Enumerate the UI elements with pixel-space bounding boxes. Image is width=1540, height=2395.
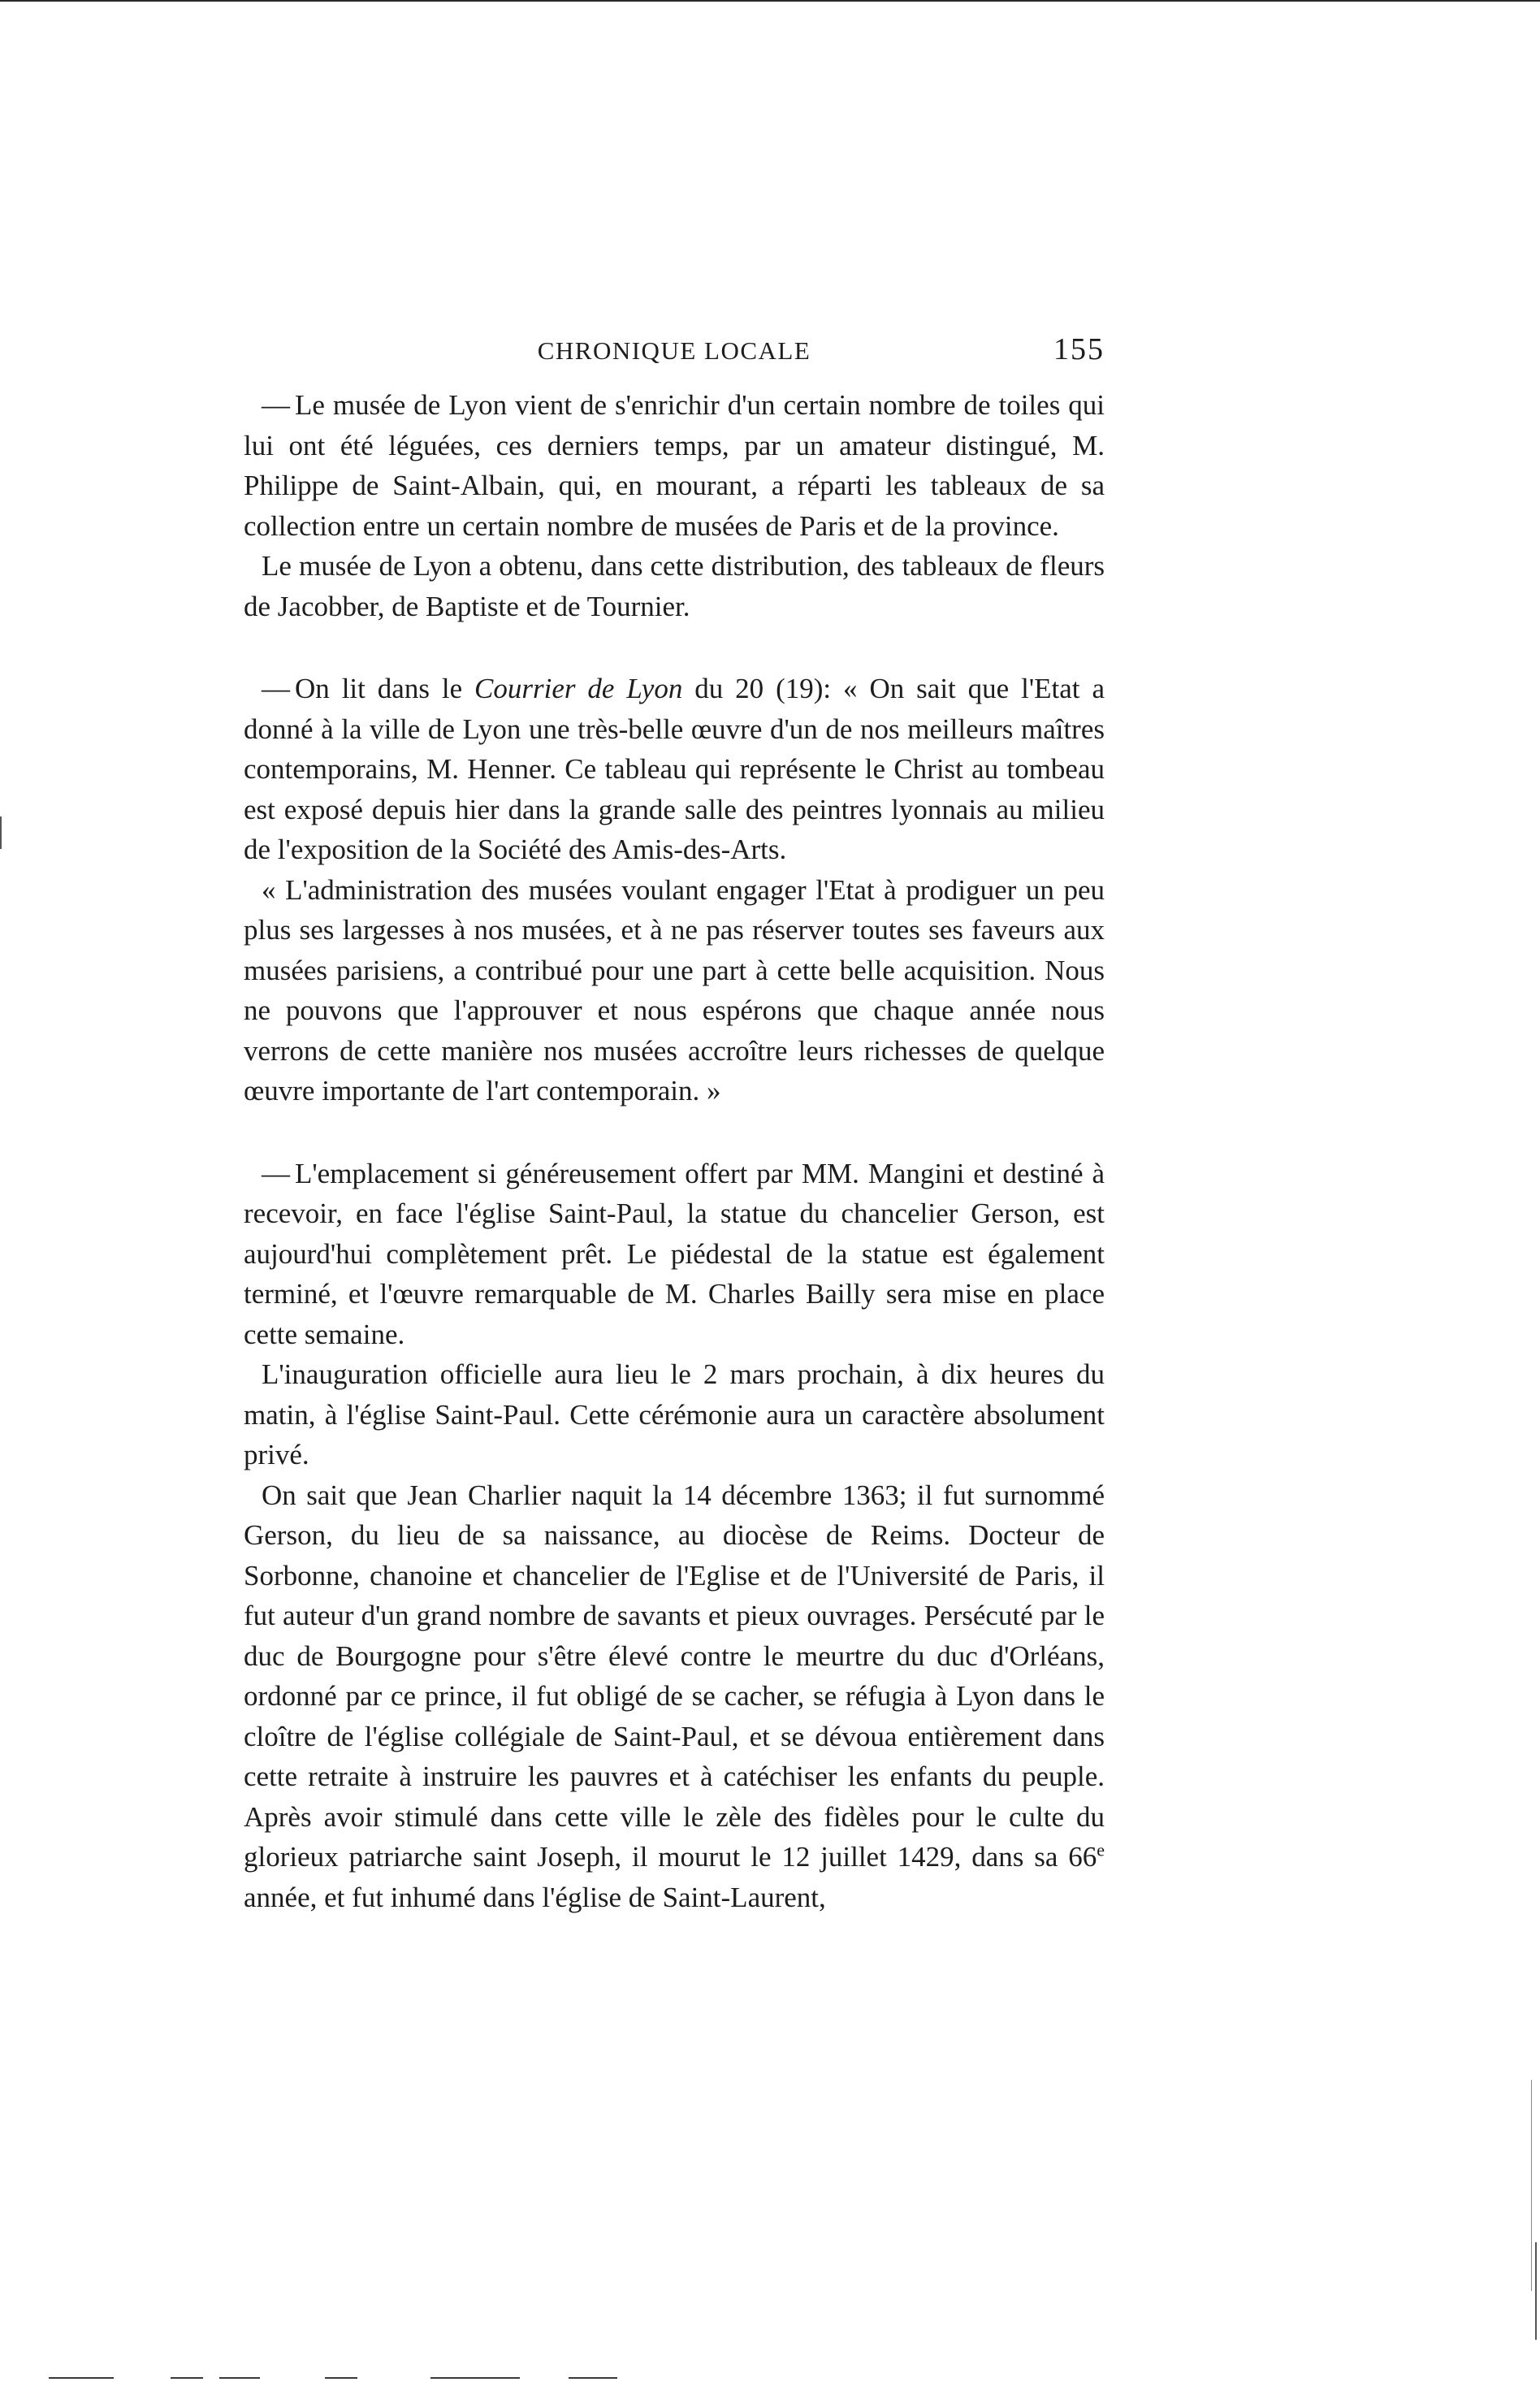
right-margin-mark [1535,2242,1537,2340]
paragraph [244,1154,1105,1355]
paragraph: L'inauguration officielle aura lieu le 2 mars prochain, à dix heures du matin, à l'église Saint-Paul. Cette cérémonie aura un caractère absolument privé. [244,1358,1105,1470]
top-rule [0,0,1540,5]
paragraph-text: du 20 (19): « On sait que l'Etat a donné à la ville de Lyon une très-belle œuvre d'un de nos meilleurs maîtres contemporains, M. Henner. Ce tableau qui représente le Christ au tombeau est exposé depuis hier dans la grande salle des peintres lyonnais au milieu de l'exposition de la Société des Amis-des-Arts. [244,673,1105,865]
paragraph: « L'administration des musées voulant engager l'Etat à prodiguer un peu plus ses largesses à nos musées, et à ne pas réserver toutes ses faveurs aux musées parisiens, a contribué pour une part à cette belle acquisition. Nous ne pouvons que l'approuver et nous espérons que chaque année nous verrons de cette manière nos musées accroître leurs richesses de quelque œuvre importante de l'art contemporain. » [244,873,1105,1107]
page-body [244,331,1105,1917]
bottom-scan-marks [49,2377,617,2382]
paragraph-text: année, et fut inhumé dans l'église de Saint-Laurent, [244,1881,826,1913]
em-dash: — [262,1157,290,1189]
paragraph: Le musée de Lyon a obtenu, dans cette distribution, des tableaux de fleurs de Jacobber, de Baptiste et de Tournier. [244,550,1105,622]
em-dash: — [262,389,290,421]
running-title: CHRONIQUE LOCALE [537,336,811,365]
news-item-statue-gerson [244,1154,1105,1918]
newspaper-title: Courrier de Lyon [474,673,683,704]
page-number: 155 [1053,332,1105,366]
right-margin-mark [1531,2080,1532,2291]
left-margin-mark [0,816,2,849]
superscript: e [1097,1839,1105,1860]
em-dash: — [262,673,290,704]
paragraph [244,669,1105,870]
paragraph-text: On sait que Jean Charlier naquit la 14 décembre 1363; il fut surnommé Gerson, du lieu de sa naissance, au diocèse de Reims. Docteur de Sorbonne, chanoine et chancelier de l'Eglise et de l'Université de Paris, il fut auteur d'un grand nombre de savants et pieux ouvrages. Persécuté par le duc de Bourgogne pour s'être élevé contre le meurtre du duc d'Orléans, ordonné par ce prince, il fut obligé de se cacher, se réfugia à Lyon dans le cloître de l'église collégiale de Saint-Paul, et se dévoua entièrement dans cette retraite à instruire les pauvres et à catéchiser les enfants du peuple. Après avoir stimulé dans cette ville le zèle des fidèles pour le culte du glorieux patriarche saint Joseph, il mourut le 12 juillet 1429, dans sa 66 [244,1479,1105,1873]
paragraph [244,1475,1105,1918]
paragraph-text: On lit dans le [295,673,475,704]
paragraph-text: Le musée de Lyon vient de s'enrichir d'un certain nombre de toiles qui lui ont été léguées, ces derniers temps, par un amateur distingué, M. Philippe de Saint-Albain, qui, en mourant, a réparti les tableaux de sa collection entre un certain nombre de musées de Paris et de la province. [244,389,1105,542]
paragraph [244,385,1105,546]
news-item-henner-christ [244,669,1105,1111]
news-item-musee-legs [244,385,1105,626]
paragraph-text: L'emplacement si généreusement offert par MM. Mangini et destiné à recevoir, en face l'église Saint-Paul, la statue du chancelier Gerson, est aujourd'hui complètement prêt. Le piédestal de la statue est également terminé, et l'œuvre remarquable de M. Charles Bailly sera mise en place cette semaine. [244,1157,1105,1350]
running-head [244,331,1105,385]
